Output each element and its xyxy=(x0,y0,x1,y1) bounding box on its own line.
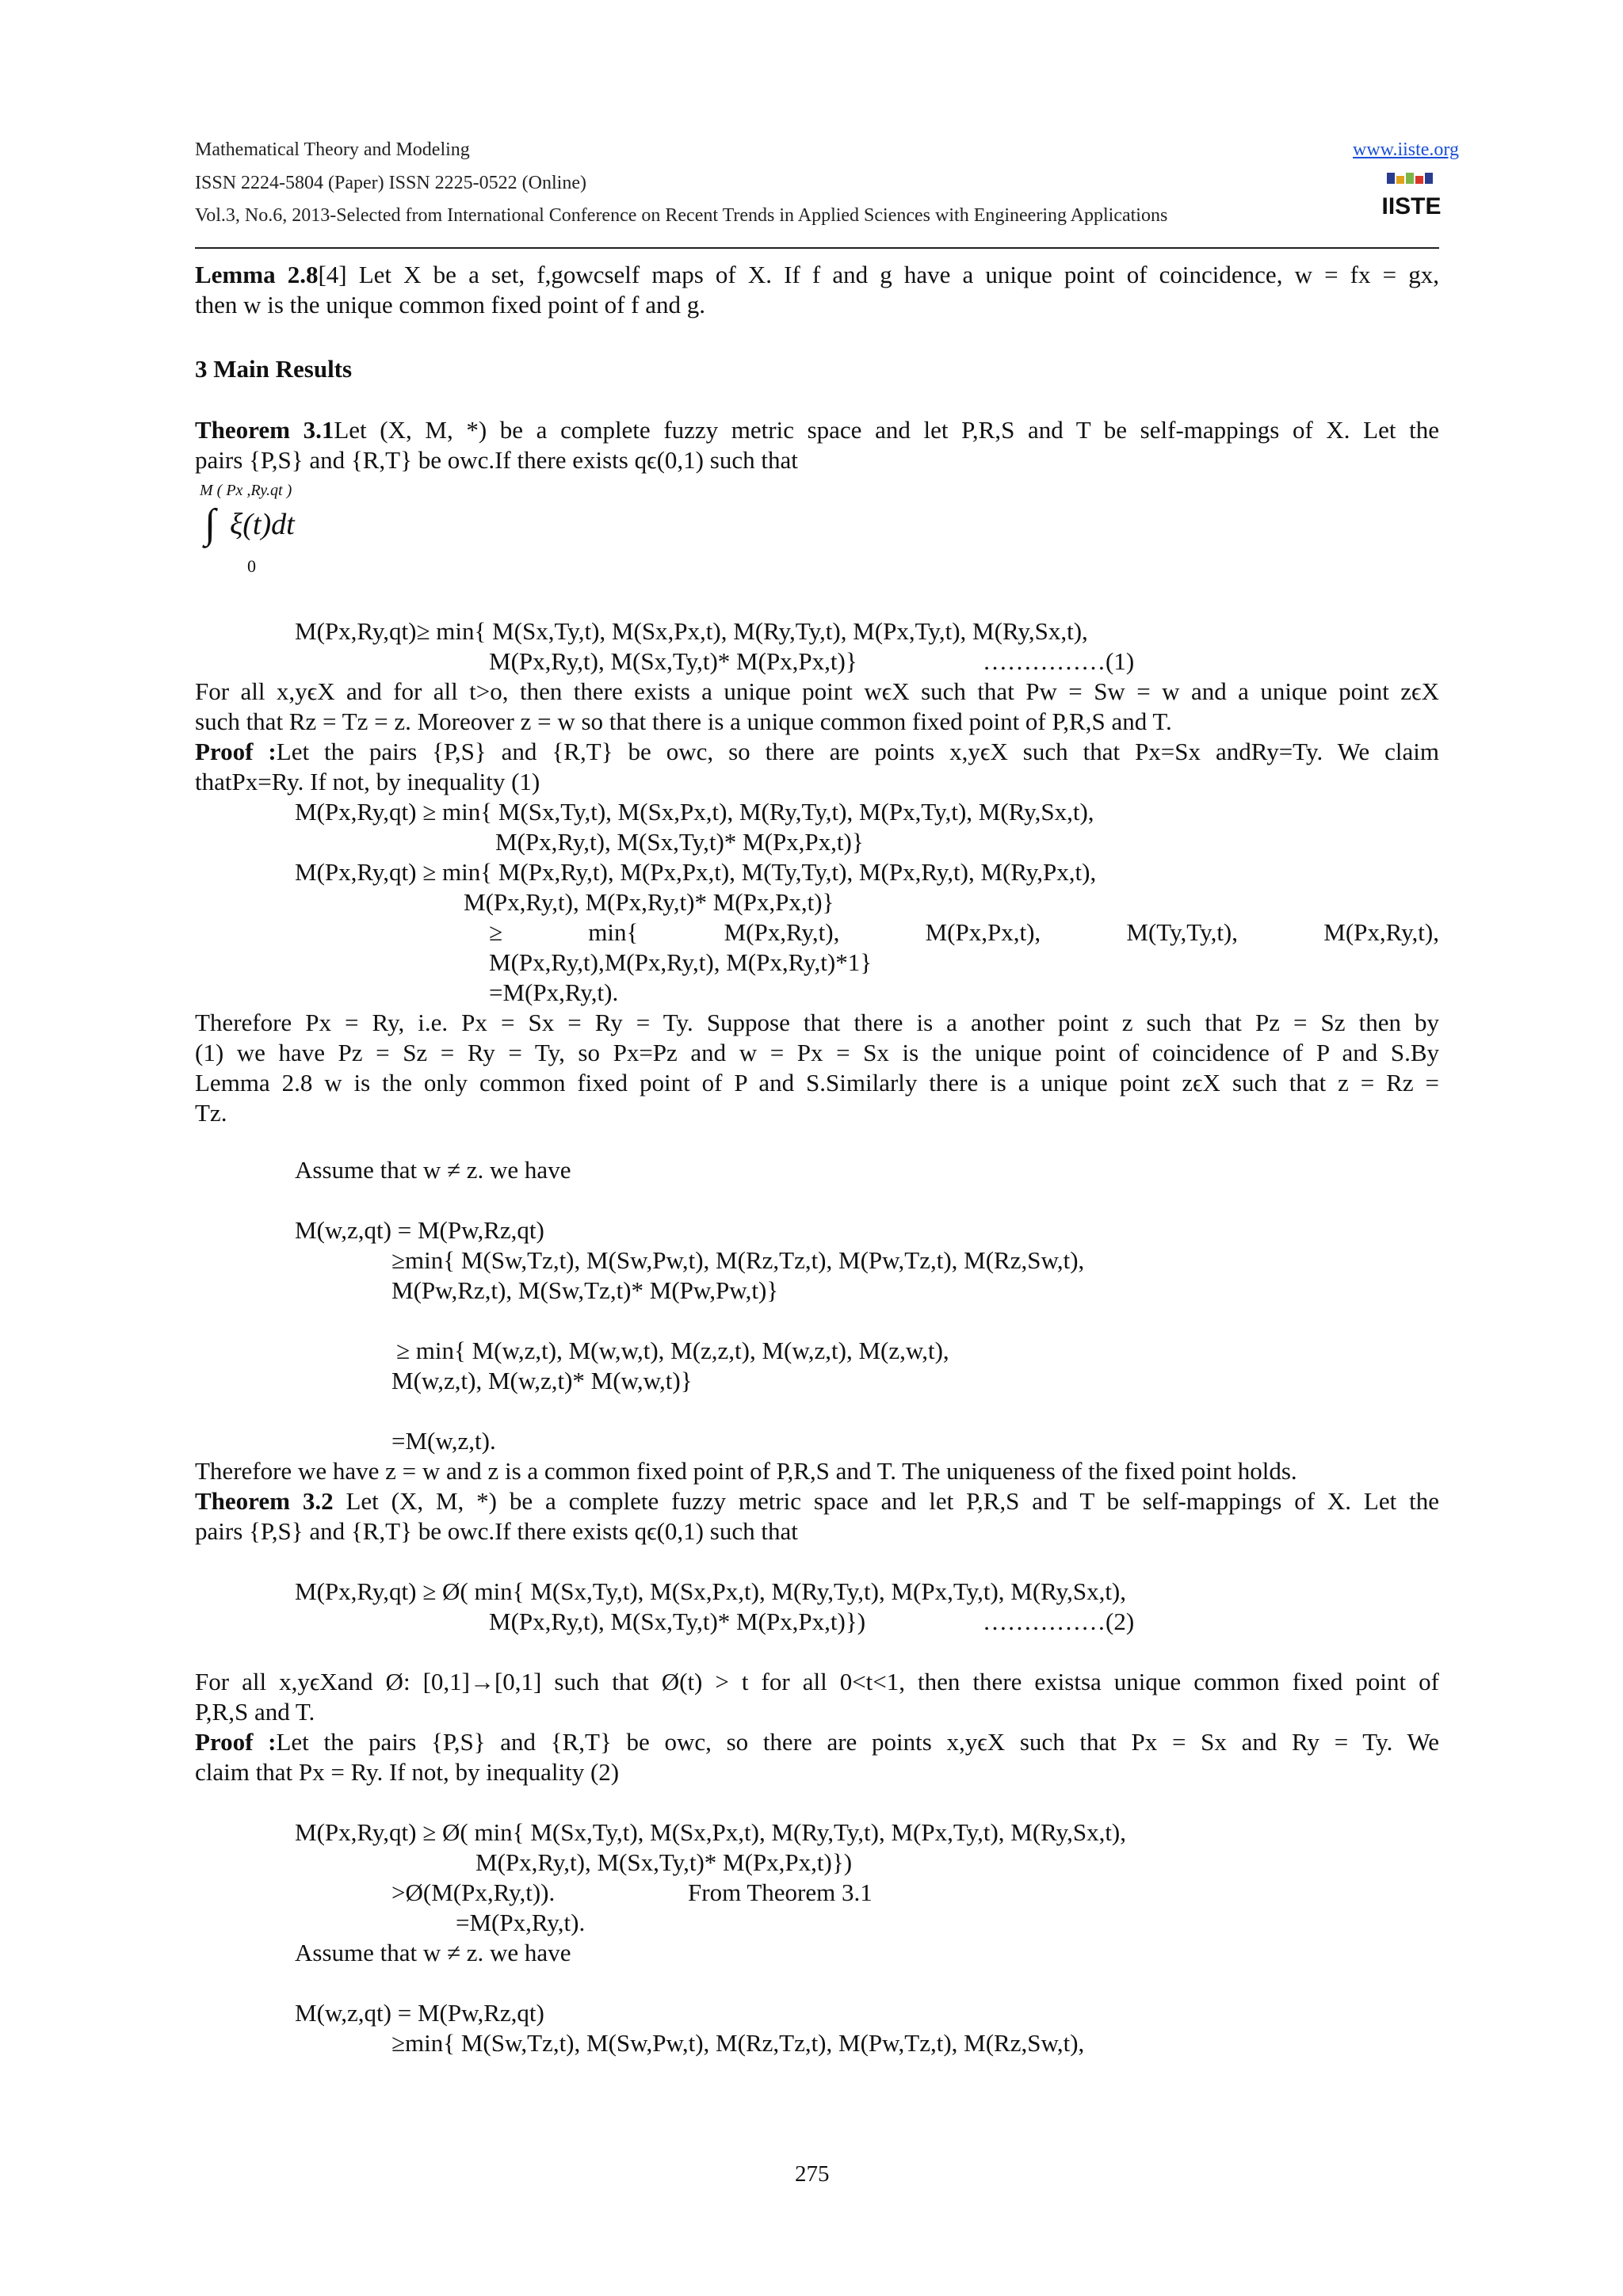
proof-3-1-w4: ≥ min{ M(w,z,t), M(w,w,t), M(z,z,t), M(w,z,t), M(z,w,t), xyxy=(396,1337,949,1364)
inequality-2-line1: M(Px,Ry,qt) ≥ Ø( min{ M(Sx,Ty,t), M(Sx,Px,t), M(Ry,Ty,t), M(Px,Ty,t), M(Ry,Sx,t), xyxy=(295,1577,1127,1605)
journal-title: Mathematical Theory and Modeling xyxy=(195,139,470,160)
integral-sign: ∫ xyxy=(204,502,216,547)
proof-label: Proof : xyxy=(195,1728,277,1756)
proof-3-2-w2: ≥min{ M(Sw,Tz,t), M(Sw,Pw,t), M(Rz,Tz,t), M(Pw,Tz,t), M(Rz,Sw,t), xyxy=(391,2029,1085,2057)
proof-3-2-eq2-note: From Theorem 3.1 xyxy=(688,1878,873,1906)
integral-body: ξ(t)dt xyxy=(230,508,295,541)
inequality-2-line2: M(Px,Ry,t), M(Sx,Ty,t)* M(Px,Px,t)}) xyxy=(489,1608,866,1635)
theorem-label: Theorem 3.2 xyxy=(195,1487,334,1515)
section-heading: 3 Main Results xyxy=(195,355,353,383)
inequality-1-tag: ……………(1) xyxy=(983,647,1135,675)
theorem-3-2-conclusion: For all x,yϵXand Ø: [0,1]→[0,1] such that Ø(t) > t for all 0<t<1, then there existsa unique common fixed point of P,R,S and T. xyxy=(195,1668,1439,1726)
integral-lower-limit: 0 xyxy=(247,556,256,576)
inequality-1-line1: M(Px,Ry,qt)≥ min{ M(Sx,Ty,t), M(Sx,Px,t), M(Ry,Ty,t), M(Px,Ty,t), M(Ry,Sx,t), xyxy=(295,617,1088,645)
svg-text:IISTE: IISTE xyxy=(1381,193,1442,219)
proof-3-1-w5: M(w,z,t), M(w,z,t)* M(w,w,t)} xyxy=(391,1367,693,1394)
proof-3-2-eq3: =M(Px,Ry,t). xyxy=(456,1909,586,1936)
proof-3-1-w6: =M(w,z,t). xyxy=(391,1427,496,1455)
proof-3-1-w1: M(w,z,qt) = M(Pw,Rz,qt) xyxy=(295,1216,544,1244)
inequality-2-tag: ……………(2) xyxy=(983,1608,1135,1635)
proof-3-1-intro: Proof :Let the pairs {P,S} and {R,T} be owc, so there are points x,yϵX such that Px=Sx andRy=Ty. We claim thatPx=Ry. If not, by inequality (1) xyxy=(195,738,1439,795)
theorem-label: Theorem 3.1 xyxy=(195,416,334,444)
proof-3-1-conclusion: Therefore we have z = w and z is a common fixed point of P,R,S and T. The uniqueness of the fixed point holds. xyxy=(195,1457,1297,1485)
proof-3-1-eq3c: =M(Px,Ry,t). xyxy=(489,978,619,1006)
issn-line: ISSN 2224-5804 (Paper) ISSN 2225-0522 (Online) xyxy=(195,173,586,193)
proof-3-2-eq1a: M(Px,Ry,qt) ≥ Ø( min{ M(Sx,Ty,t), M(Sx,Px,t), M(Ry,Ty,t), M(Px,Ty,t), M(Ry,Sx,t), xyxy=(295,1818,1127,1846)
header-rule xyxy=(195,247,1439,249)
proof-3-1-w2: ≥min{ M(Sw,Tz,t), M(Sw,Pw,t), M(Rz,Tz,t), M(Pw,Tz,t), M(Rz,Sw,t), xyxy=(391,1246,1085,1274)
proof-3-1-eq3b: M(Px,Ry,t),M(Px,Ry,t), M(Px,Ry,t)*1} xyxy=(489,948,873,976)
proof-3-1-eq2a: M(Px,Ry,qt) ≥ min{ M(Px,Ry,t), M(Px,Px,t), M(Ty,Ty,t), M(Px,Ry,t), M(Ry,Px,t), xyxy=(295,858,1097,886)
volume-line: Vol.3, No.6, 2013-Selected from International Conference on Recent Trends in Applied Sciences with Engineering Applications xyxy=(195,205,1168,226)
proof-3-1-eq2b: M(Px,Ry,t), M(Px,Ry,t)* M(Px,Px,t)} xyxy=(464,888,834,916)
proof-3-2-assume: Assume that w ≠ z. we have xyxy=(295,1939,571,1966)
integral-upper-limit: M ( Px ,Ry.qt ) xyxy=(200,482,292,499)
lemma-2-8: Lemma 2.8[4] Let X be a set, f,gowcself maps of X. If f and g have a unique point of coincidence, w = fx = gx, then w is the unique common fixed point of f and g. xyxy=(195,261,1439,318)
lemma-label: Lemma 2.8 xyxy=(195,261,319,288)
page-number: 275 xyxy=(795,2161,830,2187)
inequality-1-line2: M(Px,Ry,t), M(Sx,Ty,t)* M(Px,Px,t)} xyxy=(489,647,857,675)
proof-3-1-eq3a: ≥ min{ M(Px,Ry,t), M(Px,Px,t), M(Ty,Ty,t), M(Px,Ry,t), xyxy=(489,918,1439,946)
proof-label: Proof : xyxy=(195,738,277,765)
iiste-logo xyxy=(1381,170,1442,222)
proof-3-1-body: Therefore Px = Ry, i.e. Px = Sx = Ry = Ty. Suppose that there is a another point z such that Pz = Sz then by (1) we have Pz = Sz = Ry = Ty, so Px=Pz and w = Px = Sx is the unique point of coincidence of P and S.By Lemma 2.8 w is the only common fixed point of P and S.Similarly there is a unique point zϵX such that z = Rz = Tz. xyxy=(195,1009,1439,1127)
proof-3-2-eq2: >Ø(M(Px,Ry,t)). xyxy=(391,1878,556,1906)
proof-3-2-eq1b: M(Px,Ry,t), M(Sx,Ty,t)* M(Px,Px,t)}) xyxy=(475,1848,853,1876)
theorem-3-2: Theorem 3.2 Let (X, M, *) be a complete fuzzy metric space and let P,R,S and T be self-mappings of X. Let the pairs {P,S} and {R,T} be owc.If there exists qϵ(0,1) such that xyxy=(195,1487,1439,1545)
proof-3-1-w3: M(Pw,Rz,t), M(Sw,Tz,t)* M(Pw,Pw,t)} xyxy=(391,1276,779,1304)
website-link[interactable]: www.iiste.org xyxy=(1353,139,1459,160)
theorem-3-1-conclusion: For all x,yϵX and for all t>o, then there exists a unique point wϵX such that Pw = Sw = w and a unique point zϵX such that Rz = Tz = z. Moreover z = w so that there is a unique common fixed point of P,R,S and T. xyxy=(195,677,1439,735)
proof-3-2-intro: Proof :Let the pairs {P,S} and {R,T} be owc, so there are points x,yϵX such that Px = Sx and Ry = Ty. We claim that Px = Ry. If not, by inequality (2) xyxy=(195,1728,1439,1786)
proof-3-1-assume: Assume that w ≠ z. we have xyxy=(295,1156,571,1184)
proof-3-2-w1: M(w,z,qt) = M(Pw,Rz,qt) xyxy=(295,1999,544,2027)
proof-3-1-eq1b: M(Px,Ry,t), M(Sx,Ty,t)* M(Px,Px,t)} xyxy=(495,828,864,856)
proof-3-1-eq1a: M(Px,Ry,qt) ≥ min{ M(Sx,Ty,t), M(Sx,Px,t), M(Ry,Ty,t), M(Px,Ty,t), M(Ry,Sx,t), xyxy=(295,798,1094,826)
theorem-3-1: Theorem 3.1Let (X, M, *) be a complete fuzzy metric space and let P,R,S and T be self-mappings of X. Let the pairs {P,S} and {R,T} be owc.If there exists qϵ(0,1) such that xyxy=(195,416,1439,474)
